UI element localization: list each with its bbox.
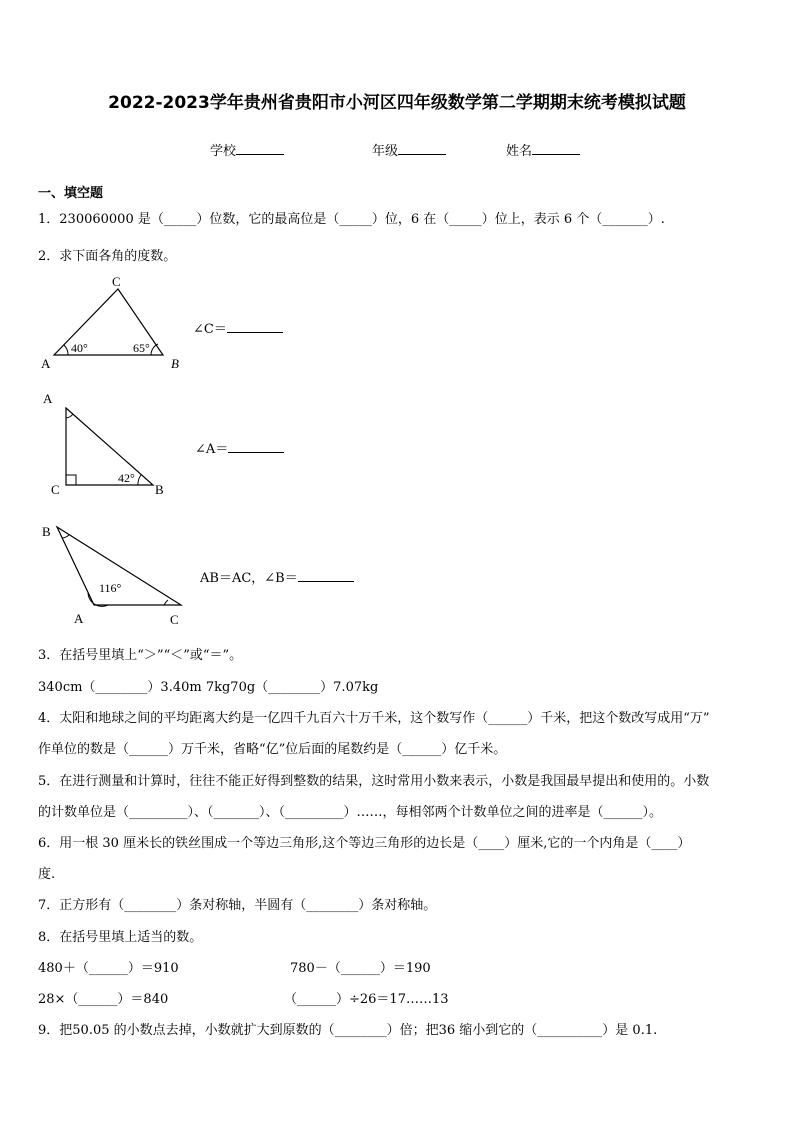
- vertex-b3: B: [42, 524, 51, 539]
- angle-arc-a2: [66, 414, 73, 418]
- vertex-b2: B: [155, 482, 164, 497]
- ask-b: AB＝AC，∠B＝: [200, 571, 298, 586]
- school-label: 学校: [210, 144, 237, 159]
- question-4-line-1: 4．太阳和地球之间的平均距离大约是一亿四千九百六十万千米，这个数写作（______）千米，把这个数改写成用“万”: [38, 711, 710, 726]
- question-2: 2．求下面各角的度数。: [38, 249, 177, 264]
- angle-arc-a: [64, 345, 68, 355]
- answer-c-line: [193, 318, 283, 337]
- answer-a-blank[interactable]: [228, 438, 284, 453]
- name-label: 姓名: [506, 144, 533, 159]
- angle-a3-value: 116°: [99, 581, 122, 595]
- answer-a-line: [195, 438, 284, 457]
- question-1: 1．230060000 是（_____）位数，它的最高位是（_____）位，6 在（_____）位上，表示 6 个（_______）.: [38, 212, 665, 227]
- vertex-c2: C: [51, 482, 60, 497]
- grade-label: 年级: [372, 144, 399, 159]
- question-3: 3．在括号里填上“＞”“＜”或“＝”。: [38, 648, 243, 663]
- question-5-line-2: 的计数单位是（_________）、（_______）、（_________）……，每相邻两个计数单位之间的进率是（______）。: [38, 805, 663, 820]
- section-heading: 一、填空题: [38, 186, 104, 201]
- question-5-line-1: 5．在进行测量和计算时，往往不能正好得到整数的结果，这时常用小数来表示，小数是我国最早提出和使用的。小数: [38, 774, 710, 789]
- question-9: 9．把50.05 的小数点去掉，小数就扩大到原数的（________）倍；把36 缩小到它的（__________）是 0.1.: [38, 1023, 658, 1038]
- answer-b-line: [200, 567, 354, 586]
- vertex-a2: A: [43, 391, 53, 406]
- answer-b-blank[interactable]: [298, 567, 354, 582]
- school-blank[interactable]: [236, 140, 284, 155]
- angle-b2-value: 42°: [118, 471, 135, 485]
- vertex-c3: C: [170, 612, 179, 627]
- question-8-item-1: 480＋（______）＝910: [38, 961, 179, 976]
- name-field[interactable]: [506, 140, 580, 159]
- question-6-line-2: 度.: [38, 867, 56, 882]
- right-angle-mark: [66, 475, 76, 485]
- ask-a: ∠A＝: [195, 442, 229, 457]
- grade-blank[interactable]: [398, 140, 446, 155]
- vertex-a3: A: [74, 611, 84, 626]
- angle-arc-c3: [164, 600, 168, 605]
- question-8-item-4: （______）÷26＝17……13: [284, 992, 449, 1007]
- ask-c: ∠C＝: [193, 322, 227, 337]
- angle-arc-b2: [138, 475, 141, 485]
- angle-a-value: 40°: [71, 341, 88, 355]
- grade-field[interactable]: [372, 140, 446, 159]
- angle-arc-b3: [62, 535, 69, 538]
- triangle-figure-3: [38, 520, 198, 630]
- triangle-2: [66, 408, 153, 485]
- school-field[interactable]: [210, 140, 284, 159]
- angle-b-value: 65°: [133, 341, 150, 355]
- page-title: 2022-2023学年贵州省贵阳市小河区四年级数学第二学期期末统考模拟试题: [108, 93, 686, 113]
- question-7: 7．正方形有（________）条对称轴，半圆有（________）条对称轴。: [38, 898, 437, 913]
- name-blank[interactable]: [532, 140, 580, 155]
- vertex-c: C: [112, 274, 121, 289]
- question-6-line-1: 6．用一根 30 厘米长的铁丝围成一个等边三角形,这个等边三角形的边长是（____）厘米,它的一个内角是（____）: [38, 836, 691, 851]
- vertex-a: A: [41, 356, 51, 371]
- triangle-figure-2: [38, 388, 178, 500]
- question-8: 8．在括号里填上适当的数。: [38, 930, 203, 945]
- triangle-figure-1: [38, 272, 198, 376]
- question-8-item-2: 780－（______）＝190: [290, 961, 431, 976]
- question-8-item-3: 28×（______）＝840: [38, 992, 169, 1007]
- vertex-b: B: [171, 356, 179, 371]
- question-4-line-2: 作单位的数是（______）万千米，省略“亿”位后面的尾数约是（______）亿千米。: [38, 742, 507, 757]
- question-3-items: 340cm（________）3.40m 7kg70g（________）7.07kg: [38, 680, 379, 695]
- answer-c-blank[interactable]: [227, 318, 283, 333]
